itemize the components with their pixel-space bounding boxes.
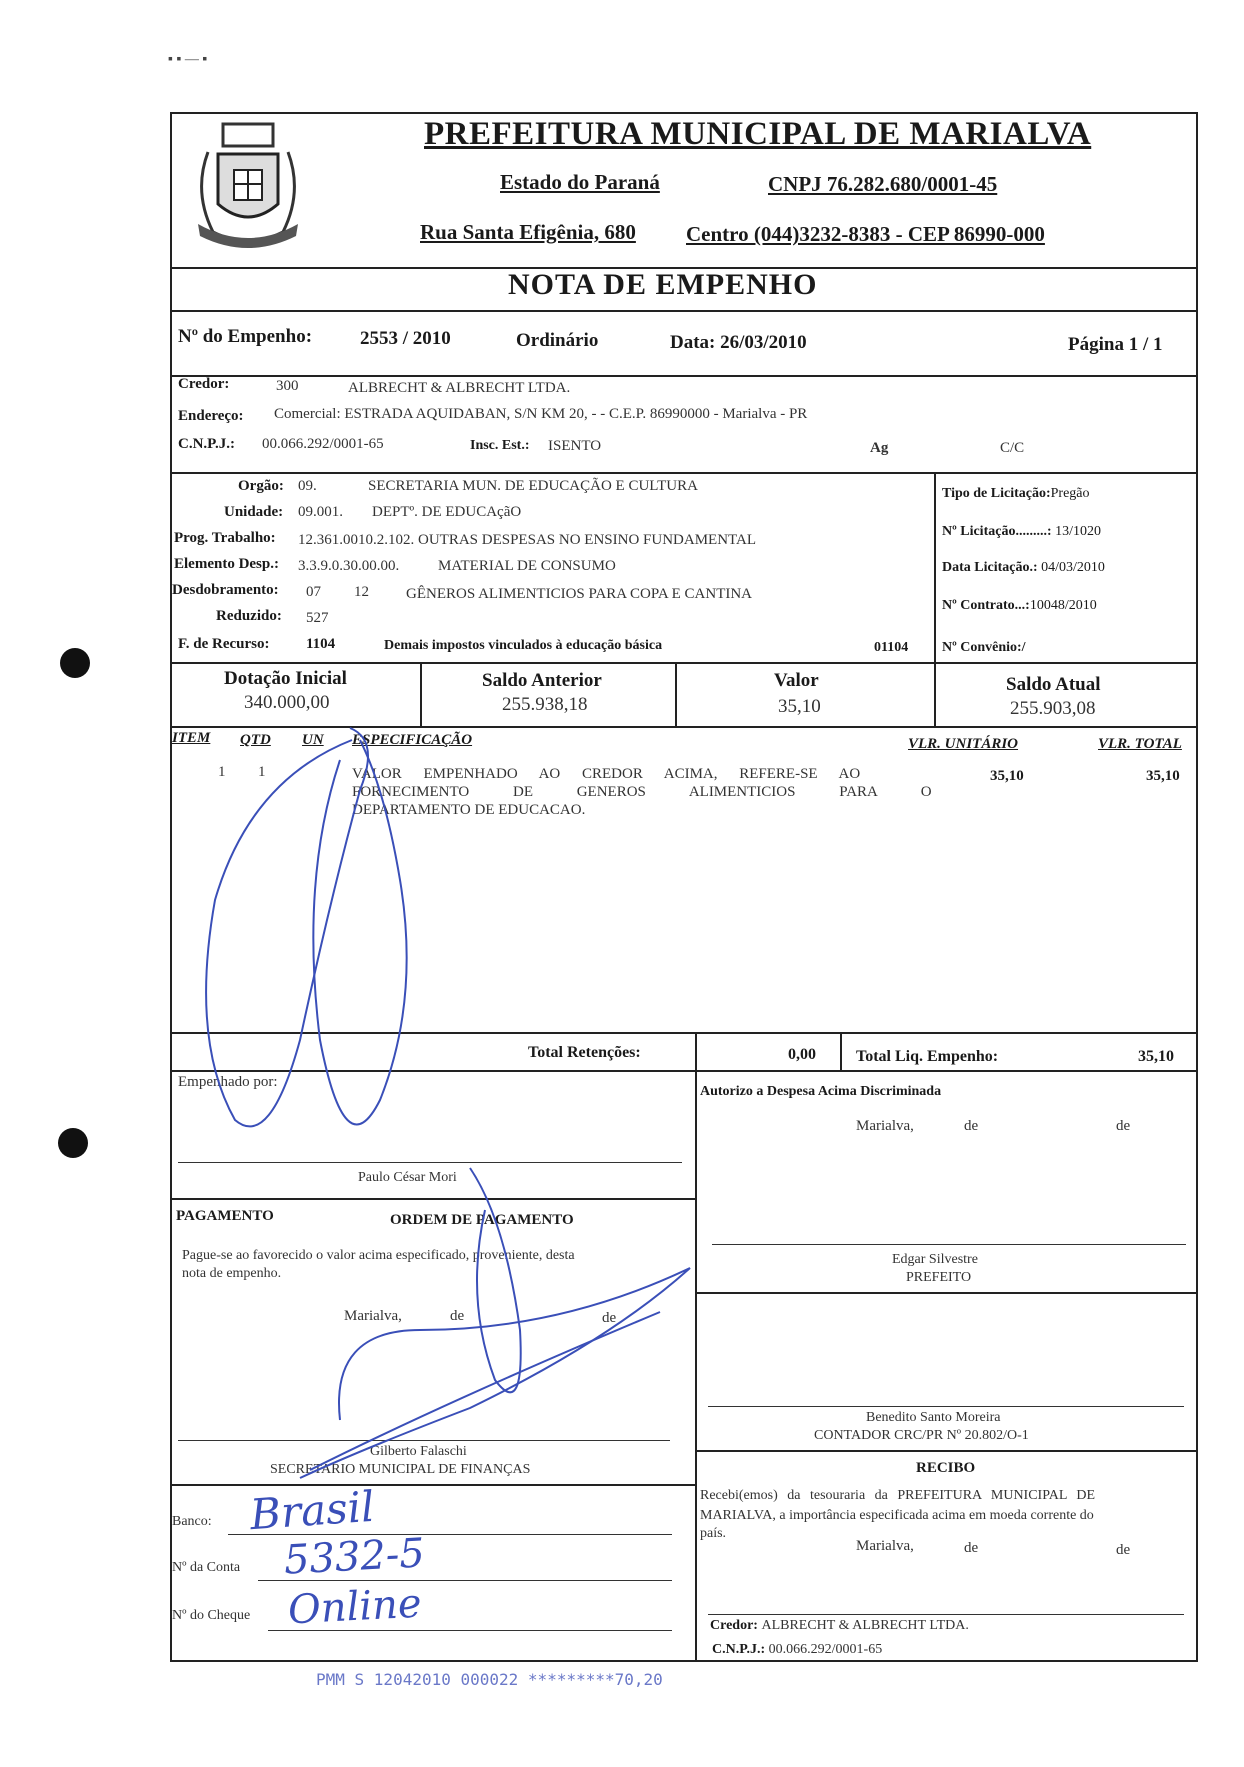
dotacao-label: Dotação Inicial xyxy=(224,668,347,689)
insc-label: Insc. Est.: xyxy=(470,438,530,453)
pagamento-role: SECRETARIO MUNICIPAL DE FINANÇAS xyxy=(270,1462,531,1477)
desdob-a: 07 xyxy=(306,584,321,600)
recibo-city: Marialva, xyxy=(856,1538,914,1554)
unidade-code: 09.001. xyxy=(298,504,343,520)
empenho-number: 2553 / 2010 xyxy=(360,328,451,349)
empenhado-label: Empenhado por: xyxy=(178,1074,278,1090)
pagamento-name: Gilberto Falaschi xyxy=(370,1444,467,1459)
row-item: 1 xyxy=(218,764,226,780)
rule xyxy=(695,1450,1198,1452)
retencoes-value: 0,00 xyxy=(788,1046,816,1063)
recibo-de2: de xyxy=(1116,1542,1131,1558)
saldo-anterior-value: 255.938,18 xyxy=(502,694,588,715)
orgao-code: 09. xyxy=(298,478,317,494)
punch-hole-bottom xyxy=(58,1128,88,1158)
rule xyxy=(695,1032,697,1072)
empenho-type: Ordinário xyxy=(516,330,599,351)
credor-address: Comercial: ESTRADA AQUIDABAN, S/N KM 20, - - C.E.P. 86990000 - Marialva - PR xyxy=(274,406,808,422)
licitacao-numero-label: Nº Licitação.........: xyxy=(942,524,1052,539)
rule xyxy=(170,726,1198,728)
recibo-de1: de xyxy=(964,1540,979,1556)
rule xyxy=(170,662,1198,664)
scan-mark: ▪ ▪ — ▪ xyxy=(168,52,208,67)
signature-line xyxy=(708,1406,1184,1407)
dotacao-value: 340.000,00 xyxy=(244,692,330,713)
contador-role: CONTADOR CRC/PR Nº 20.802/O-1 xyxy=(814,1428,1029,1443)
recurso-code: 1104 xyxy=(306,636,336,652)
saldo-atual-label: Saldo Atual xyxy=(1006,674,1101,695)
licitacao-tipo-label: Tipo de Licitação: xyxy=(942,486,1051,501)
rule xyxy=(695,1292,1198,1294)
saldo-atual-value: 255.903,08 xyxy=(1010,698,1096,719)
col-item: ITEM xyxy=(172,730,211,746)
row-unit: 35,10 xyxy=(990,768,1024,784)
rule xyxy=(675,662,677,726)
autorizo-de1: de xyxy=(964,1118,979,1134)
rule xyxy=(840,1032,842,1072)
unidade-name: DEPTº. DE EDUCAçãO xyxy=(372,504,522,520)
rule xyxy=(695,1070,697,1662)
credor-name: ALBRECHT & ALBRECHT LTDA. xyxy=(348,380,571,396)
orgao-label: Orgão: xyxy=(238,478,284,494)
rule xyxy=(170,1070,1198,1072)
recurso-label: F. de Recurso: xyxy=(178,636,270,652)
empenho-label: Nº do Empenho: xyxy=(178,326,313,347)
empenhado-name: Paulo César Mori xyxy=(358,1170,457,1185)
licitacao-data-label: Data Licitação.: xyxy=(942,560,1038,575)
contrato-number: 10048/2010 xyxy=(1029,598,1097,613)
licitacao-number-row xyxy=(942,524,1101,540)
licitacao-tipo: Pregão xyxy=(1050,486,1090,501)
valor-label: Valor xyxy=(774,670,819,691)
liq-label: Total Liq. Empenho: xyxy=(856,1048,999,1065)
header-street: Rua Santa Efigênia, 680 xyxy=(420,220,636,244)
valor-value: 35,10 xyxy=(778,696,821,717)
contrato-label: Nº Contrato...: xyxy=(942,598,1030,613)
orgao-name: SECRETARIA MUN. DE EDUCAÇÃO E CULTURA xyxy=(368,478,698,494)
recibo-cnpj: 00.066.292/0001-65 xyxy=(768,1642,883,1657)
recibo-credor-label: Credor: xyxy=(710,1618,758,1633)
recibo-cnpj-label: C.N.P.J.: xyxy=(712,1642,766,1657)
autorizo-name: Edgar Silvestre xyxy=(892,1252,978,1267)
recibo-text3: país. xyxy=(700,1526,727,1541)
page-number: Página 1 / 1 xyxy=(1068,334,1163,355)
header-title: PREFEITURA MUNICIPAL DE MARIALVA xyxy=(424,116,1092,152)
recibo-credor-row xyxy=(710,1618,969,1634)
recibo-credor: ALBRECHT & ALBRECHT LTDA. xyxy=(761,1618,969,1633)
prog-value: 12.361.0010.2.102. OUTRAS DESPESAS NO ENSINO FUNDAMENTAL xyxy=(298,532,756,548)
recibo-title: RECIBO xyxy=(916,1460,976,1476)
elemento-name: MATERIAL DE CONSUMO xyxy=(438,558,616,574)
header-state: Estado do Paraná xyxy=(500,170,660,194)
credor-code: 300 xyxy=(276,378,299,394)
row-desc-line1: VALOR EMPENHADO AO CREDOR ACIMA, REFERE-SE AO xyxy=(352,766,861,782)
validation-stamp: PMM S 12042010 000022 *********70,20 xyxy=(316,1670,663,1689)
autorizo-city: Marialva, xyxy=(856,1118,914,1134)
autorizo-de2: de xyxy=(1116,1118,1131,1134)
row-desc-line3: DEPARTAMENTO DE EDUCACAO. xyxy=(352,802,586,818)
rule xyxy=(934,472,936,662)
col-un: UN xyxy=(302,732,324,748)
desdob-name: GÊNEROS ALIMENTICIOS PARA COPA E CANTINA xyxy=(406,586,753,602)
cheque-label: Nº do Cheque xyxy=(172,1608,251,1623)
recibo-cnpj-row xyxy=(712,1642,882,1658)
cnpj-label: C.N.P.J.: xyxy=(178,436,235,452)
row-qtd: 1 xyxy=(258,764,266,780)
pagamento-de2: de xyxy=(602,1310,617,1326)
unidade-label: Unidade: xyxy=(224,504,284,520)
account-label: C/C xyxy=(1000,440,1025,456)
address-label: Endereço: xyxy=(178,408,244,424)
conta-handwritten: 5332-5 xyxy=(282,1530,426,1584)
retencoes-label: Total Retenções: xyxy=(528,1044,641,1061)
punch-hole-top xyxy=(60,648,90,678)
licitacao-numero: 13/1020 xyxy=(1055,524,1101,539)
row-desc-line2: FORNECIMENTO DE GENEROS ALIMENTICIOS PARA O xyxy=(352,784,932,800)
rule xyxy=(934,662,936,726)
desdob-b: 12 xyxy=(354,584,369,600)
recurso-code2: 01104 xyxy=(874,640,909,655)
convenio-label: Nº Convênio:/ xyxy=(942,640,1026,655)
pagamento-city: Marialva, xyxy=(344,1308,402,1324)
rule xyxy=(170,375,1198,377)
pagamento-text1: Pague-se ao favorecido o valor acima especificado, proveniente, desta xyxy=(182,1248,575,1263)
rule xyxy=(170,472,1198,474)
col-especificacao: ESPECIFICAÇÃO xyxy=(352,732,473,748)
empenho-date: Data: 26/03/2010 xyxy=(670,332,807,353)
cheque-handwritten: Online xyxy=(286,1580,423,1634)
credor-label: Credor: xyxy=(178,376,230,392)
header-cnpj: CNPJ 76.282.680/0001-45 xyxy=(768,172,998,196)
prog-label: Prog. Trabalho: xyxy=(174,530,276,546)
agency-label: Ag xyxy=(870,440,889,456)
autorizo-role: PREFEITO xyxy=(906,1270,972,1285)
conta-label: Nº da Conta xyxy=(172,1560,241,1575)
signature-line xyxy=(708,1614,1184,1615)
recurso-name: Demais impostos vinculados à educação básica xyxy=(384,638,663,653)
elemento-code: 3.3.9.0.30.00.00. xyxy=(298,558,400,574)
rule xyxy=(170,1198,695,1200)
municipal-crest xyxy=(178,112,318,257)
pagamento-title: ORDEM DE PAGAMENTO xyxy=(390,1212,574,1228)
reduzido-value: 527 xyxy=(306,610,329,626)
pagamento-de1: de xyxy=(450,1308,465,1324)
pagamento-label: PAGAMENTO xyxy=(176,1208,274,1224)
row-total: 35,10 xyxy=(1146,768,1180,784)
licitacao-data: 04/03/2010 xyxy=(1041,560,1105,575)
licitacao-date-row xyxy=(942,560,1105,576)
liq-value: 35,10 xyxy=(1138,1048,1174,1065)
rule xyxy=(170,1032,1198,1034)
header-address: Centro (044)3232-8383 - CEP 86990-000 xyxy=(686,222,1045,246)
desdob-label: Desdobramento: xyxy=(172,582,279,598)
pagamento-text2: nota de empenho. xyxy=(182,1266,282,1281)
autorizo-title: Autorizo a Despesa Acima Discriminada xyxy=(700,1084,942,1099)
signature-line xyxy=(178,1440,670,1441)
document-title: NOTA DE EMPENHO xyxy=(508,268,818,301)
signature-line xyxy=(712,1244,1186,1245)
banco-label: Banco: xyxy=(172,1514,212,1529)
credor-insc: ISENTO xyxy=(548,438,602,454)
contract-row xyxy=(942,598,1097,614)
elemento-label: Elemento Desp.: xyxy=(174,556,279,572)
col-qtd: QTD xyxy=(240,732,271,748)
rule xyxy=(170,1484,695,1486)
reduzido-label: Reduzido: xyxy=(216,608,282,624)
signature-line xyxy=(178,1162,682,1163)
col-vlr-unitario: VLR. UNITÁRIO xyxy=(908,736,1019,752)
contador-name: Benedito Santo Moreira xyxy=(866,1410,1001,1425)
col-vlr-total: VLR. TOTAL xyxy=(1098,736,1182,752)
rule xyxy=(170,310,1198,312)
saldo-anterior-label: Saldo Anterior xyxy=(482,670,602,691)
recibo-text2: MARIALVA, a importância especificada acima em moeda corrente do xyxy=(700,1508,1094,1523)
recibo-text1: Recebi(emos) da tesouraria da PREFEITURA MUNICIPAL DE xyxy=(700,1488,1096,1503)
credor-cnpj: 00.066.292/0001-65 xyxy=(262,436,384,452)
licitacao-type-label xyxy=(942,486,1090,502)
banco-handwritten: Brasil xyxy=(248,1481,376,1540)
rule xyxy=(420,662,422,726)
